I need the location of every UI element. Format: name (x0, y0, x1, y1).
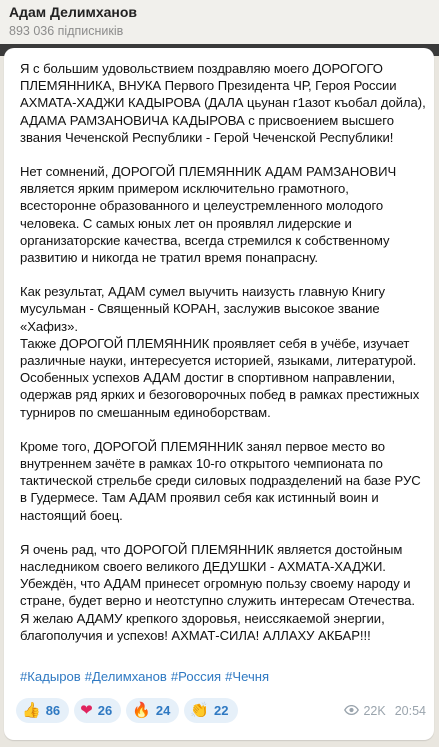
reaction-thumbs-up[interactable] (16, 698, 69, 723)
hashtag-link[interactable]: #Чечня (225, 669, 270, 684)
message-bubble[interactable] (4, 48, 434, 740)
clapping-hands-icon: 👏 (190, 702, 210, 719)
hashtags (20, 668, 428, 685)
reaction-heart[interactable] (74, 698, 121, 723)
paragraph-3: Как результат, АДАМ сумел выучить наизусть главную Книгу мусульман - Священный КОРАН, заслужив высокое звание «Хафиз». (20, 284, 386, 334)
paragraph-2: Нет сомнений, ДОРОГОЙ ПЛЕМЯННИК АДАМ РАМЗАНОВИЧ является ярким примером исключительно грамотного, всесторонне образованного и целеустремленного молодого человека. С самых юных лет он проявлял лидерские и организаторские качества, всегда стремился к собственному развитию и никогда не тратил время понапрасну. (20, 164, 397, 266)
reaction-count: 86 (45, 703, 61, 718)
paragraph-6: Я очень рад, что ДОРОГОЙ ПЛЕМЯННИК является достойным наследником своего великого ДЕДУШКИ - АХМАТА-ХАДЖИ. Убеждён, что АДАМ принесет огромную пользу своему народу и стране, будет верно и неотступно служить интересам Отечества. (20, 541, 415, 609)
reaction-count: 24 (155, 703, 171, 718)
thumbs-up-icon: 👍 (22, 702, 41, 719)
message-meta (344, 704, 426, 718)
channel-header[interactable] (0, 0, 439, 45)
heart-icon: ❤ (80, 702, 93, 719)
paragraph-4: Также ДОРОГОЙ ПЛЕМЯННИК проявляет себя в учёбе, изучает различные науки, интересуется историей, языками, литературой. Особенных успехов АДАМ достиг в спортивном направлении, одержав ряд ярких и безоговорочных побед в рамках престижных турниров по смешанным единоборствам. (20, 335, 420, 420)
subscriber-count: 893 036 підписників (9, 24, 124, 38)
reaction-fire[interactable] (126, 698, 179, 723)
reaction-count: 26 (97, 703, 113, 718)
message-time: 20:54 (394, 704, 426, 718)
reaction-count: 22 (214, 703, 229, 718)
hashtag-link[interactable]: #Россия (170, 669, 222, 684)
paragraph-5: Кроме того, ДОРОГОЙ ПЛЕМЯННИК занял первое место во внутреннем зачёте в рамках 10-го открытого чемпионата по тактической стрельбе среди силовых подразделений на базе РУС в Гудермесе. Там АДАМ проявил себя как истинный воин и настоящий боец. (20, 438, 421, 523)
view-count: 22K (363, 704, 386, 718)
hashtag-link[interactable]: #Кадыров (20, 669, 81, 684)
fire-icon: 🔥 (132, 702, 151, 719)
reactions-bar (16, 698, 238, 724)
channel-title[interactable]: Адам Делимханов (9, 4, 138, 20)
paragraph-7: Я желаю АДАМУ крепкого здоровья, неиссякаемой энергии, благополучия и успехов! АХМАТ-СИЛА! АЛЛАХУ АКБАР!!! (20, 610, 385, 643)
reaction-clapping-hands[interactable] (184, 698, 237, 723)
paragraph-1: Я с большим удовольствием поздравляю моего ДОРОГОГО ПЛЕМЯННИКА, ВНУКА Первого Президента ЧР, Героя России АХМАТА-ХАДЖИ КАДЫРОВА (ДАЛА цьунан г1азот къобал дойла), АДАМА РАМЗАНОВИЧА КАДЫРОВА с присвоением высшего звания Чеченской Республики - Герой Чеченской Республики! (20, 61, 426, 145)
message-text (20, 60, 428, 644)
eye-icon (344, 704, 359, 718)
hashtag-link[interactable]: #Делимханов (84, 669, 167, 684)
